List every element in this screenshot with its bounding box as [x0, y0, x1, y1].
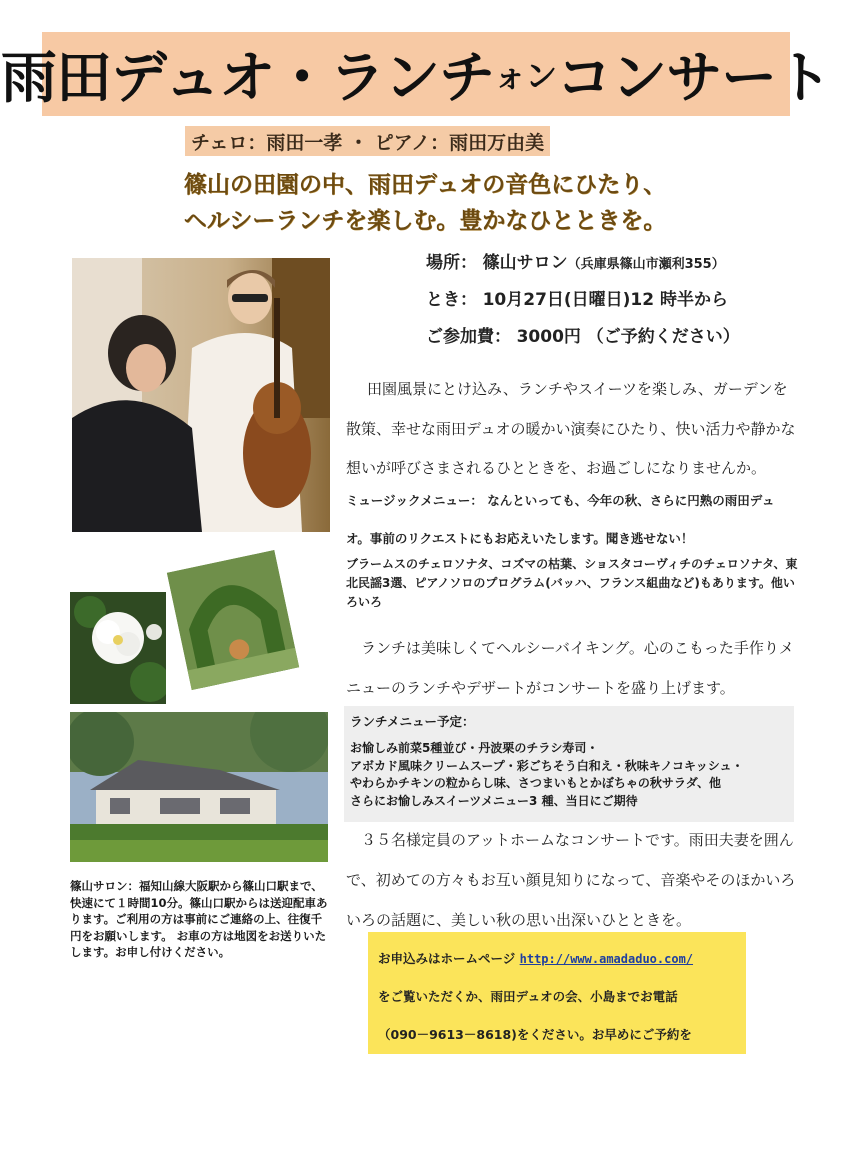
date-info: [426, 285, 728, 310]
title-part2: コンサート: [556, 45, 832, 111]
performers: チェロ：雨田一孝 ・ ピアノ：雨田万由美: [185, 126, 550, 156]
venue-label: 場所：: [426, 253, 477, 273]
fee-info: [426, 322, 740, 347]
capacity-paragraph: ３５名様定員のアットホームなコンサートです。雨田夫妻を囲んで、初めての方々もお互い顔見知りになって、音楽やそのほかいろいろの話題に、美しい秋の思い出深いひとときを。: [346, 831, 796, 929]
access-info: 篠山サロン：福知山線大阪駅から篠山口駅まで、快速にて１時間10分。篠山口駅からは送迎配車あります。ご利用の方は事前にご連絡の上、往復千円をお願いします。 お車の方は地図をお送りいたします。お申し付けください。: [70, 879, 328, 959]
tagline-1: 篠山の田園の中、雨田デュオの音色にひたり、: [183, 172, 667, 198]
tagline-2: ヘルシーランチを楽しむ。豊かなひとときを。: [183, 208, 667, 234]
salon-photo: [70, 712, 328, 862]
apply-text: [378, 940, 744, 1054]
venue-address: （兵庫県篠山市瀬利355）: [567, 257, 725, 272]
intro-paragraph: 田園風景にとけ込み、ランチやスイーツを楽しみ、ガーデンを散策、幸せな雨田デュオの暖かい演奏にひたり、快い活力や静かな想いが呼びさまされるひとときを、お過ごしになりませんか。: [346, 380, 796, 477]
lunch-menu-line: やわらかチキンの粒からし味、さつまいもとかぼちゃの秋サラダ、他: [350, 776, 722, 790]
title-part1: 雨田デュオ・ランチ: [0, 45, 495, 111]
apply-line1: お申込みはホームページ: [378, 951, 516, 966]
homepage-link[interactable]: http://www.amadaduo.com/: [519, 952, 694, 966]
date-value: 10月27日(日曜日)12 時半から: [482, 290, 729, 310]
venue-info: [426, 248, 725, 273]
lunch-menu-line: さらにお愉しみスイーツメニュー3 種、当日にご期待: [350, 793, 638, 808]
title-small: ォン: [494, 57, 557, 95]
lunch-menu-title: ランチメニュー予定：: [350, 714, 475, 729]
lunch-menu-items: [350, 740, 743, 810]
venue-name: 篠山サロン: [482, 253, 568, 273]
apply-line3: （090－9613－8618)をください。お早めにご予約を: [378, 1027, 692, 1042]
apply-line2: をご覧いただくか、雨田デュオの会、小島までお電話: [378, 989, 678, 1004]
camellia-photo: [70, 592, 166, 704]
fee-label: ご参加費：: [426, 327, 511, 347]
date-label: とき：: [426, 290, 477, 310]
lunch-paragraph: ランチは美味しくてヘルシーバイキング。心のこもった手作りメニューのランチやデザートがコンサートを盛り上げます。: [346, 639, 794, 697]
garden-arch-photo: [167, 550, 300, 690]
page-title: [0, 32, 832, 116]
music-menu: ミュージックメニュー： なんといっても、今年の秋、さらに円熟の雨田デュオ。事前のリクエストにもお応えいたします。聞き逃せない！: [346, 493, 775, 546]
program-list: ブラームスのチェロソナタ、コズマの枯葉、ショスタコーヴィチのチェロソナタ、東北民謡3選、ピアノソロのプログラム(バッハ、フランス組曲など)もあります。他いろいろ: [346, 557, 798, 609]
lunch-menu-line: お愉しみ前菜5種並び・丹波栗のチラシ寿司・: [350, 741, 599, 755]
fee-value: 3000円 （ご予約ください）: [516, 327, 740, 347]
lunch-menu-line: アボカド風味クリームスープ・彩ごちそう白和え・秋味キノコキッシュ・: [350, 758, 744, 773]
duo-photo: [72, 258, 330, 532]
